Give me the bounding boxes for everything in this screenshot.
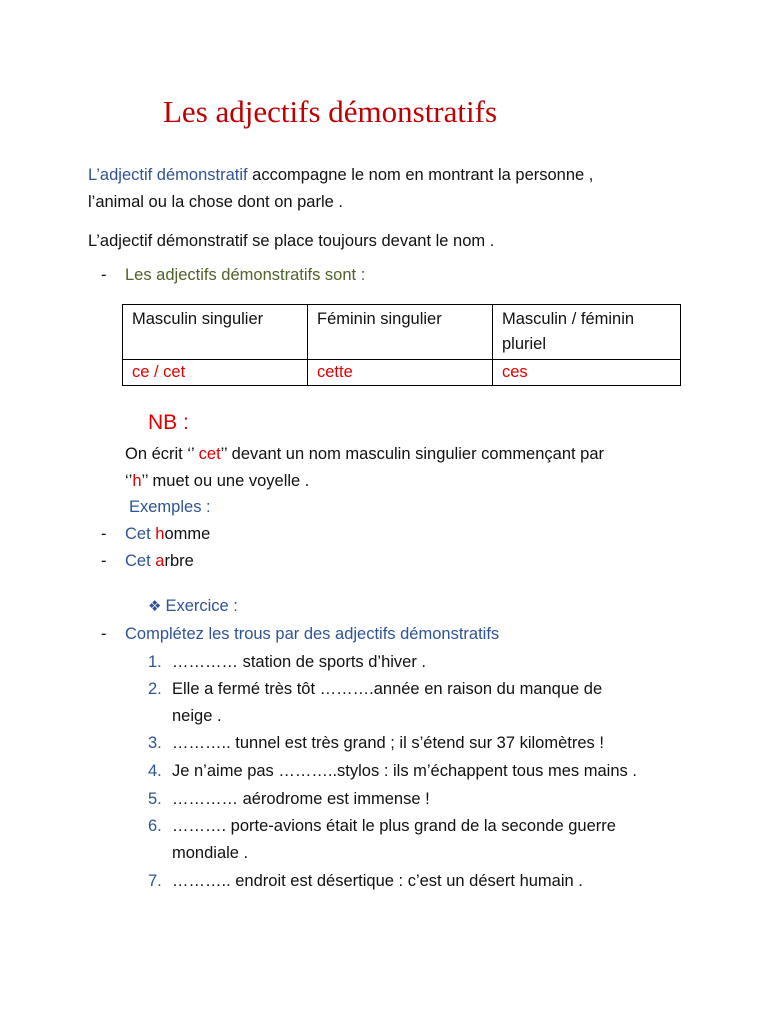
example-dash-bullet: -	[101, 552, 107, 570]
exercise-instruction: Complétez les trous par des adjectifs démonstratifs	[125, 625, 500, 643]
item-text: Elle a fermé très tôt ……….année en raison du manque de	[172, 680, 603, 698]
page-title: Les adjectifs démonstratifs	[163, 94, 498, 129]
examples-heading: Exemples :	[129, 498, 211, 516]
item-text: ………. porte-avions était le plus grand de la seconde guerre	[172, 817, 616, 835]
example-item-1	[125, 525, 210, 544]
instruction-dash-bullet: -	[101, 625, 107, 643]
table-value-cell: ces	[493, 360, 681, 386]
item-number: 3.	[148, 734, 162, 752]
example-word: Cet	[125, 525, 151, 543]
nb-line-2-end: ’’ muet ou une voyelle .	[141, 472, 310, 490]
list-intro: Les adjectifs démonstratifs sont :	[125, 266, 366, 284]
item-text-continued: neige .	[172, 707, 222, 725]
exercise-heading: Exercice :	[165, 597, 238, 615]
nb-line-1-end: ’’ devant un nom masculin singulier commençant par	[220, 445, 605, 463]
rule-text: L’adjectif démonstratif se place toujours devant le nom .	[88, 232, 495, 250]
item-number: 7.	[148, 872, 162, 890]
example-initial: h	[155, 525, 165, 543]
table-header-cell: Masculin singulier	[123, 305, 308, 360]
example-dash-bullet: -	[101, 525, 107, 543]
table-header-cell: Féminin singulier	[308, 305, 493, 360]
list-dash-bullet: -	[101, 266, 107, 284]
example-item-2	[125, 552, 194, 571]
example-word: Cet	[125, 552, 151, 570]
intro-line-2: l’animal ou la chose dont on parle .	[88, 193, 343, 211]
table-header-cell: Masculin / féminin pluriel	[493, 305, 681, 360]
intro-line-1-rest: accompagne le nom en montrant la personne ,	[247, 166, 594, 184]
item-text: ……….. tunnel est très grand ; il s’étend sur 37 kilomètres !	[172, 734, 604, 752]
item-number: 1.	[148, 653, 162, 671]
table-value-row	[123, 360, 681, 386]
example-rest: omme	[164, 525, 211, 543]
nb-line-1-start: On écrit ‘’	[125, 445, 199, 463]
intro-line-1	[88, 162, 593, 189]
item-text-continued: mondiale .	[172, 844, 249, 862]
item-number: 2.	[148, 680, 162, 698]
item-number: 5.	[148, 790, 162, 808]
nb-highlight-cet: cet	[198, 445, 221, 463]
demonstratives-table	[122, 304, 681, 386]
diamond-bullet-icon: ❖	[148, 598, 162, 615]
table-value-cell: cette	[308, 360, 493, 386]
nb-line-2-start: ‘’	[125, 472, 133, 490]
example-initial: a	[155, 552, 165, 570]
nb-line-1	[125, 441, 604, 468]
item-number: 4.	[148, 762, 162, 780]
exercise-heading-line	[148, 597, 238, 616]
item-text: Je n’aime pas ………..stylos : ils m’échappent tous mes mains .	[172, 762, 637, 780]
item-text: ………… station de sports d’hiver .	[172, 653, 427, 671]
item-text: ……….. endroit est désertique : c’est un désert humain .	[172, 872, 583, 890]
example-rest: rbre	[164, 552, 194, 570]
nb-highlight-h: h	[132, 472, 142, 490]
nb-heading: NB :	[148, 411, 189, 434]
table-value-cell: ce / cet	[123, 360, 308, 386]
table-header-row	[123, 305, 681, 360]
item-text: ………… aérodrome est immense !	[172, 790, 430, 808]
nb-line-2	[125, 468, 309, 495]
intro-term: L’adjectif démonstratif	[88, 166, 248, 184]
item-number: 6.	[148, 817, 162, 835]
